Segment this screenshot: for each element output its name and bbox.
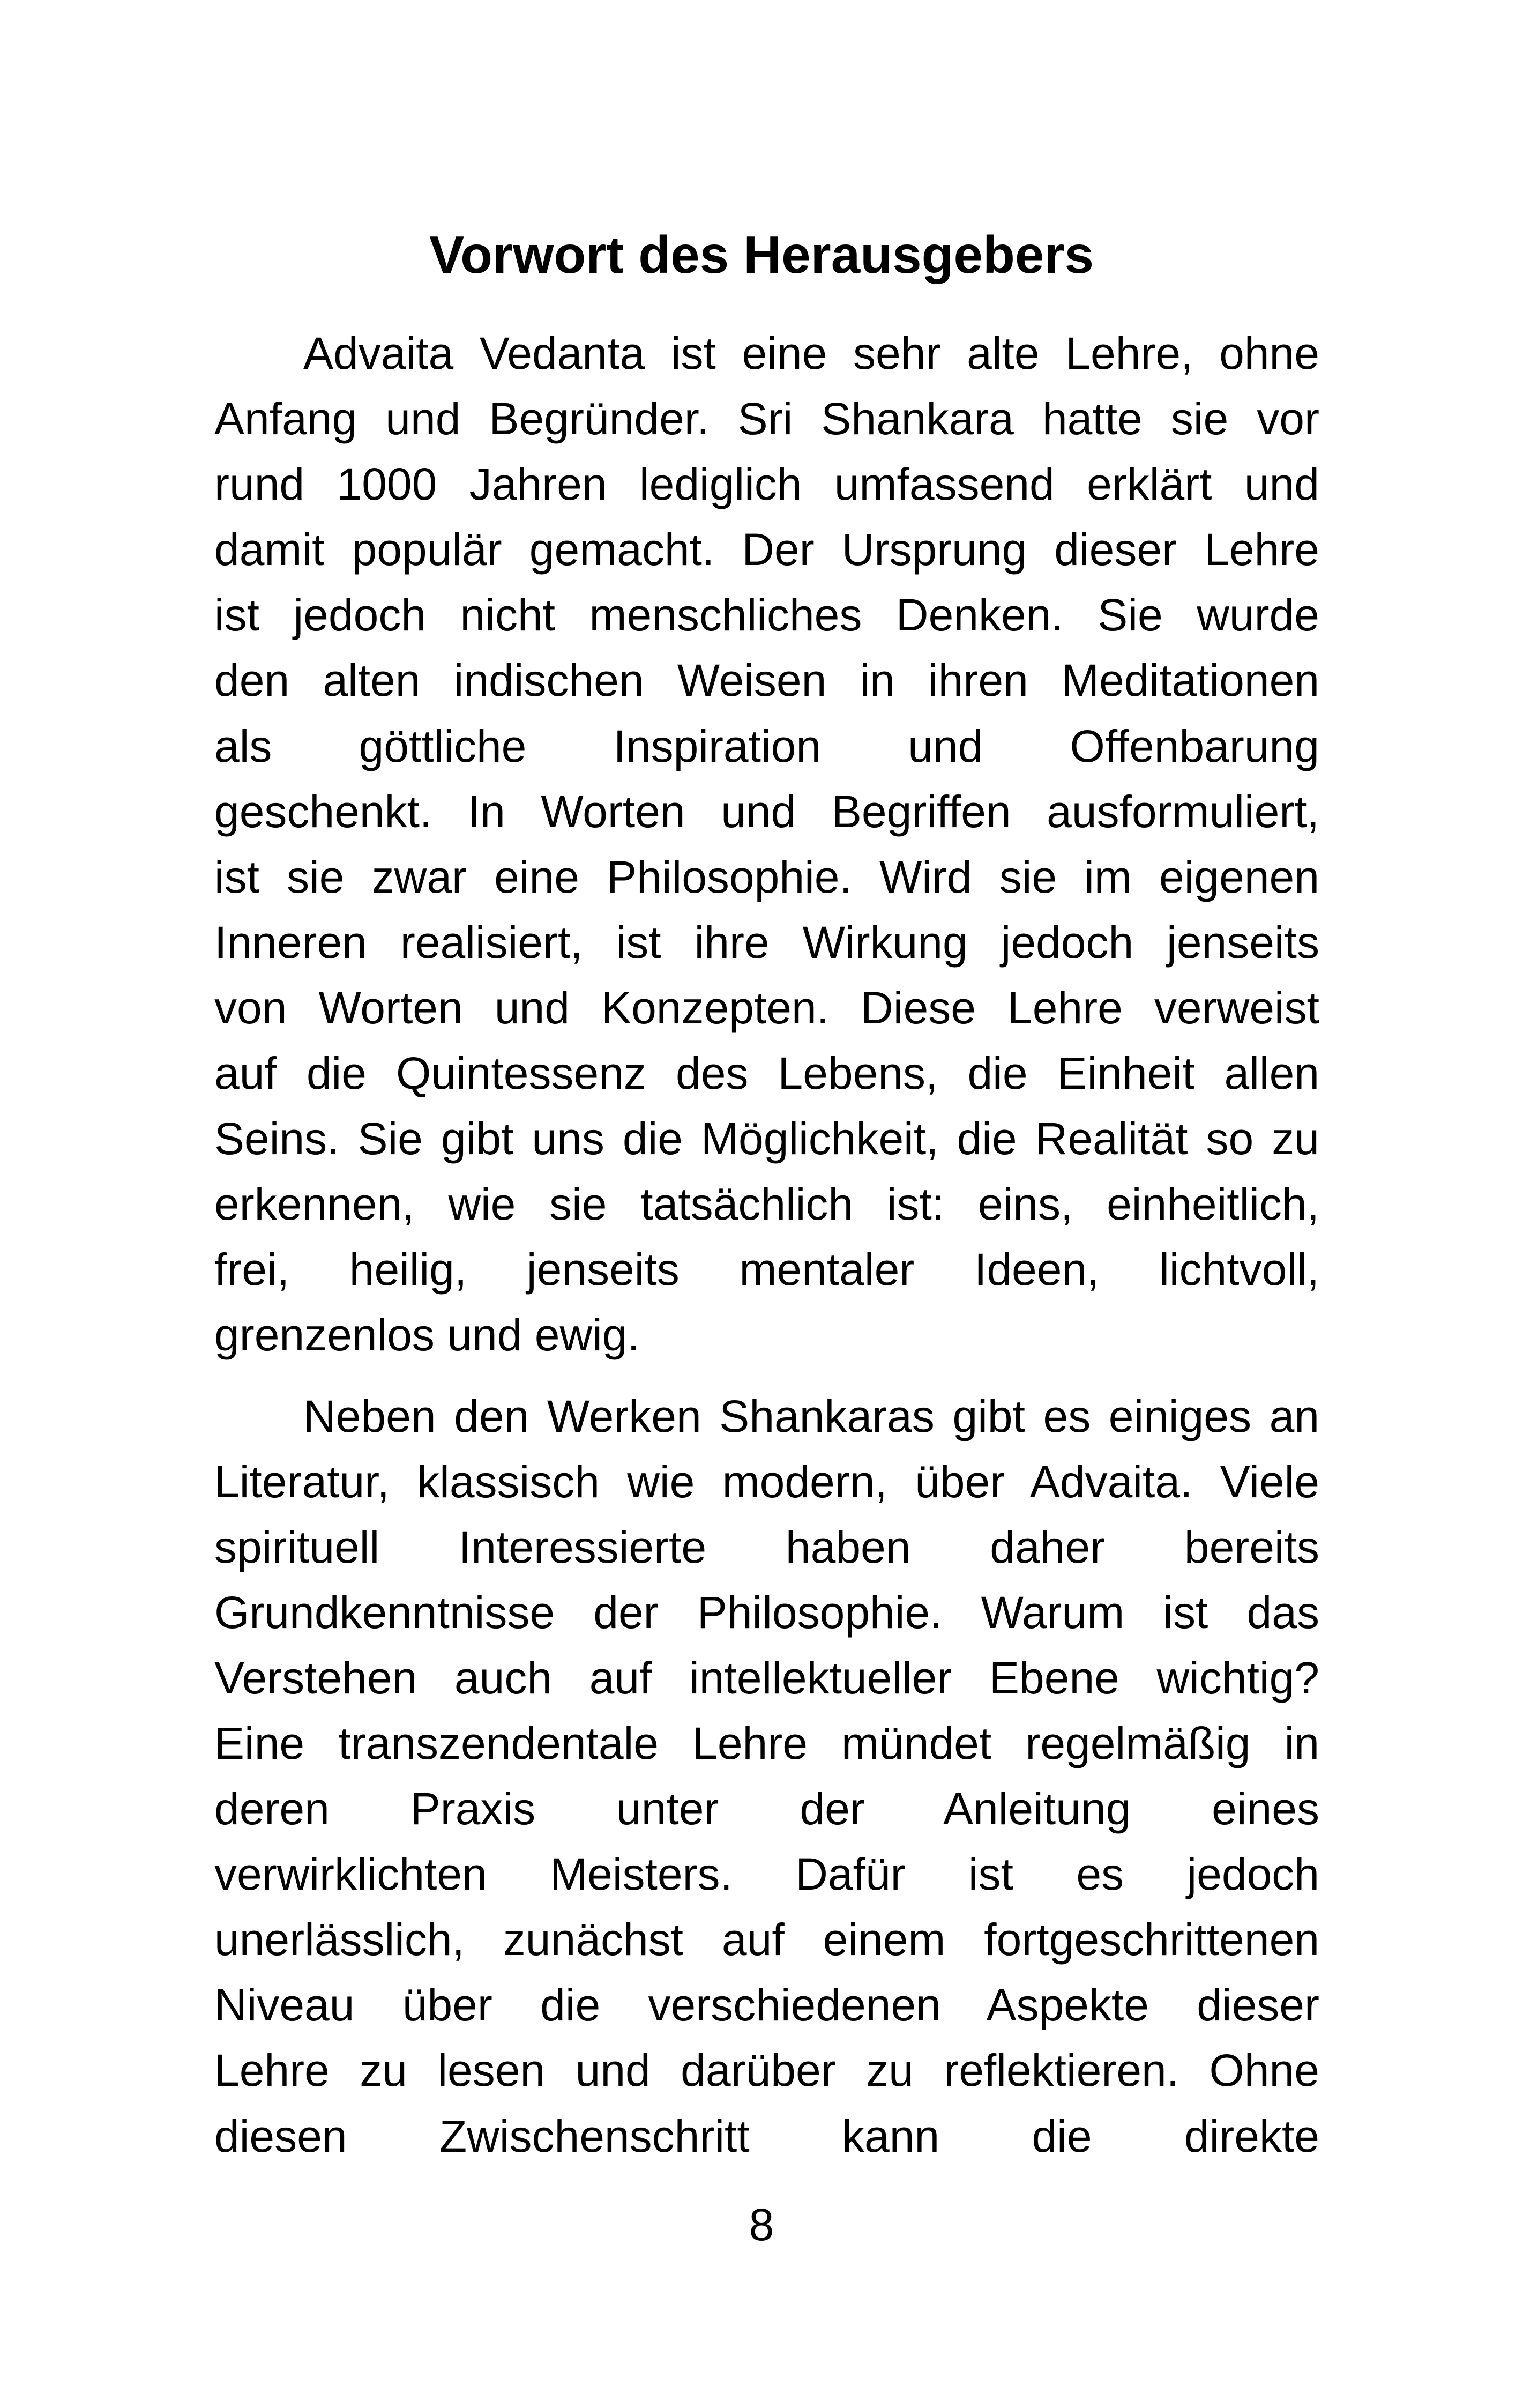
text-line: Anfang und Begründer. Sri Shankara hatte sie vor — [214, 393, 1319, 444]
text-line: Niveau über die verschiedenen Aspekte dieser — [214, 1980, 1319, 2031]
text-line: den alten indischen Weisen in ihren Meditationen — [214, 655, 1319, 706]
text-line: rund 1000 Jahren lediglich umfassend erklärt und — [214, 459, 1319, 510]
text-line: erkennen, wie sie tatsächlich ist: eins, einheitlich, — [214, 1179, 1319, 1230]
text-line: diesen Zwischenschritt kann die direkte — [214, 2110, 1319, 2161]
text-line: Inneren realisiert, ist ihre Wirkung jedoch jenseits — [214, 917, 1319, 968]
text-line: auf die Quintessenz des Lebens, die Einheit allen — [214, 1048, 1319, 1099]
text-line: unerlässlich, zunächst auf einem fortgeschrittenen — [214, 1914, 1319, 1965]
text-line: verwirklichten Meisters. Dafür ist es jedoch — [214, 1849, 1319, 1900]
text-line: spirituell Interessierte haben daher bereits — [214, 1521, 1319, 1572]
text-line: grenzenlos und ewig. — [214, 1310, 640, 1361]
text-line: Lehre zu lesen und darüber zu reflektieren. Ohne — [214, 2045, 1319, 2096]
paragraph — [214, 321, 1319, 1368]
text-line: Grundkenntnisse der Philosophie. Warum ist das — [214, 1587, 1319, 1638]
text-line: Literatur, klassisch wie modern, über Advaita. Viele — [214, 1456, 1319, 1507]
text-line: ist sie zwar eine Philosophie. Wird sie im eigenen — [214, 851, 1319, 902]
text-line: deren Praxis unter der Anleitung eines — [214, 1783, 1319, 1834]
text-line: geschenkt. In Worten und Begriffen ausformuliert, — [214, 786, 1319, 837]
chapter-heading: Vorwort des Herausgebers — [429, 225, 1094, 284]
text-line: Neben den Werken Shankaras gibt es einiges an — [303, 1391, 1319, 1441]
text-line: von Worten und Konzepten. Diese Lehre verweist — [214, 982, 1319, 1033]
text-line: Advaita Vedanta ist eine sehr alte Lehre, ohne — [303, 328, 1319, 378]
text-line: Verstehen auch auf intellektueller Ebene wichtig? — [214, 1652, 1319, 1703]
page-number: 8 — [749, 2199, 774, 2250]
body-text — [214, 321, 1319, 2169]
text-line: damit populär gemacht. Der Ursprung dieser Lehre — [214, 524, 1319, 575]
text-line: ist jedoch nicht menschliches Denken. Sie wurde — [214, 590, 1319, 641]
text-line: frei, heilig, jenseits mentaler Ideen, lichtvoll, — [214, 1244, 1319, 1295]
paragraph — [214, 1384, 1319, 2169]
text-line: Eine transzendentale Lehre mündet regelmäßig in — [214, 1718, 1319, 1768]
text-line: Seins. Sie gibt uns die Möglichkeit, die Realität so zu — [214, 1113, 1319, 1164]
text-line: als göttliche Inspiration und Offenbarung — [214, 720, 1319, 771]
